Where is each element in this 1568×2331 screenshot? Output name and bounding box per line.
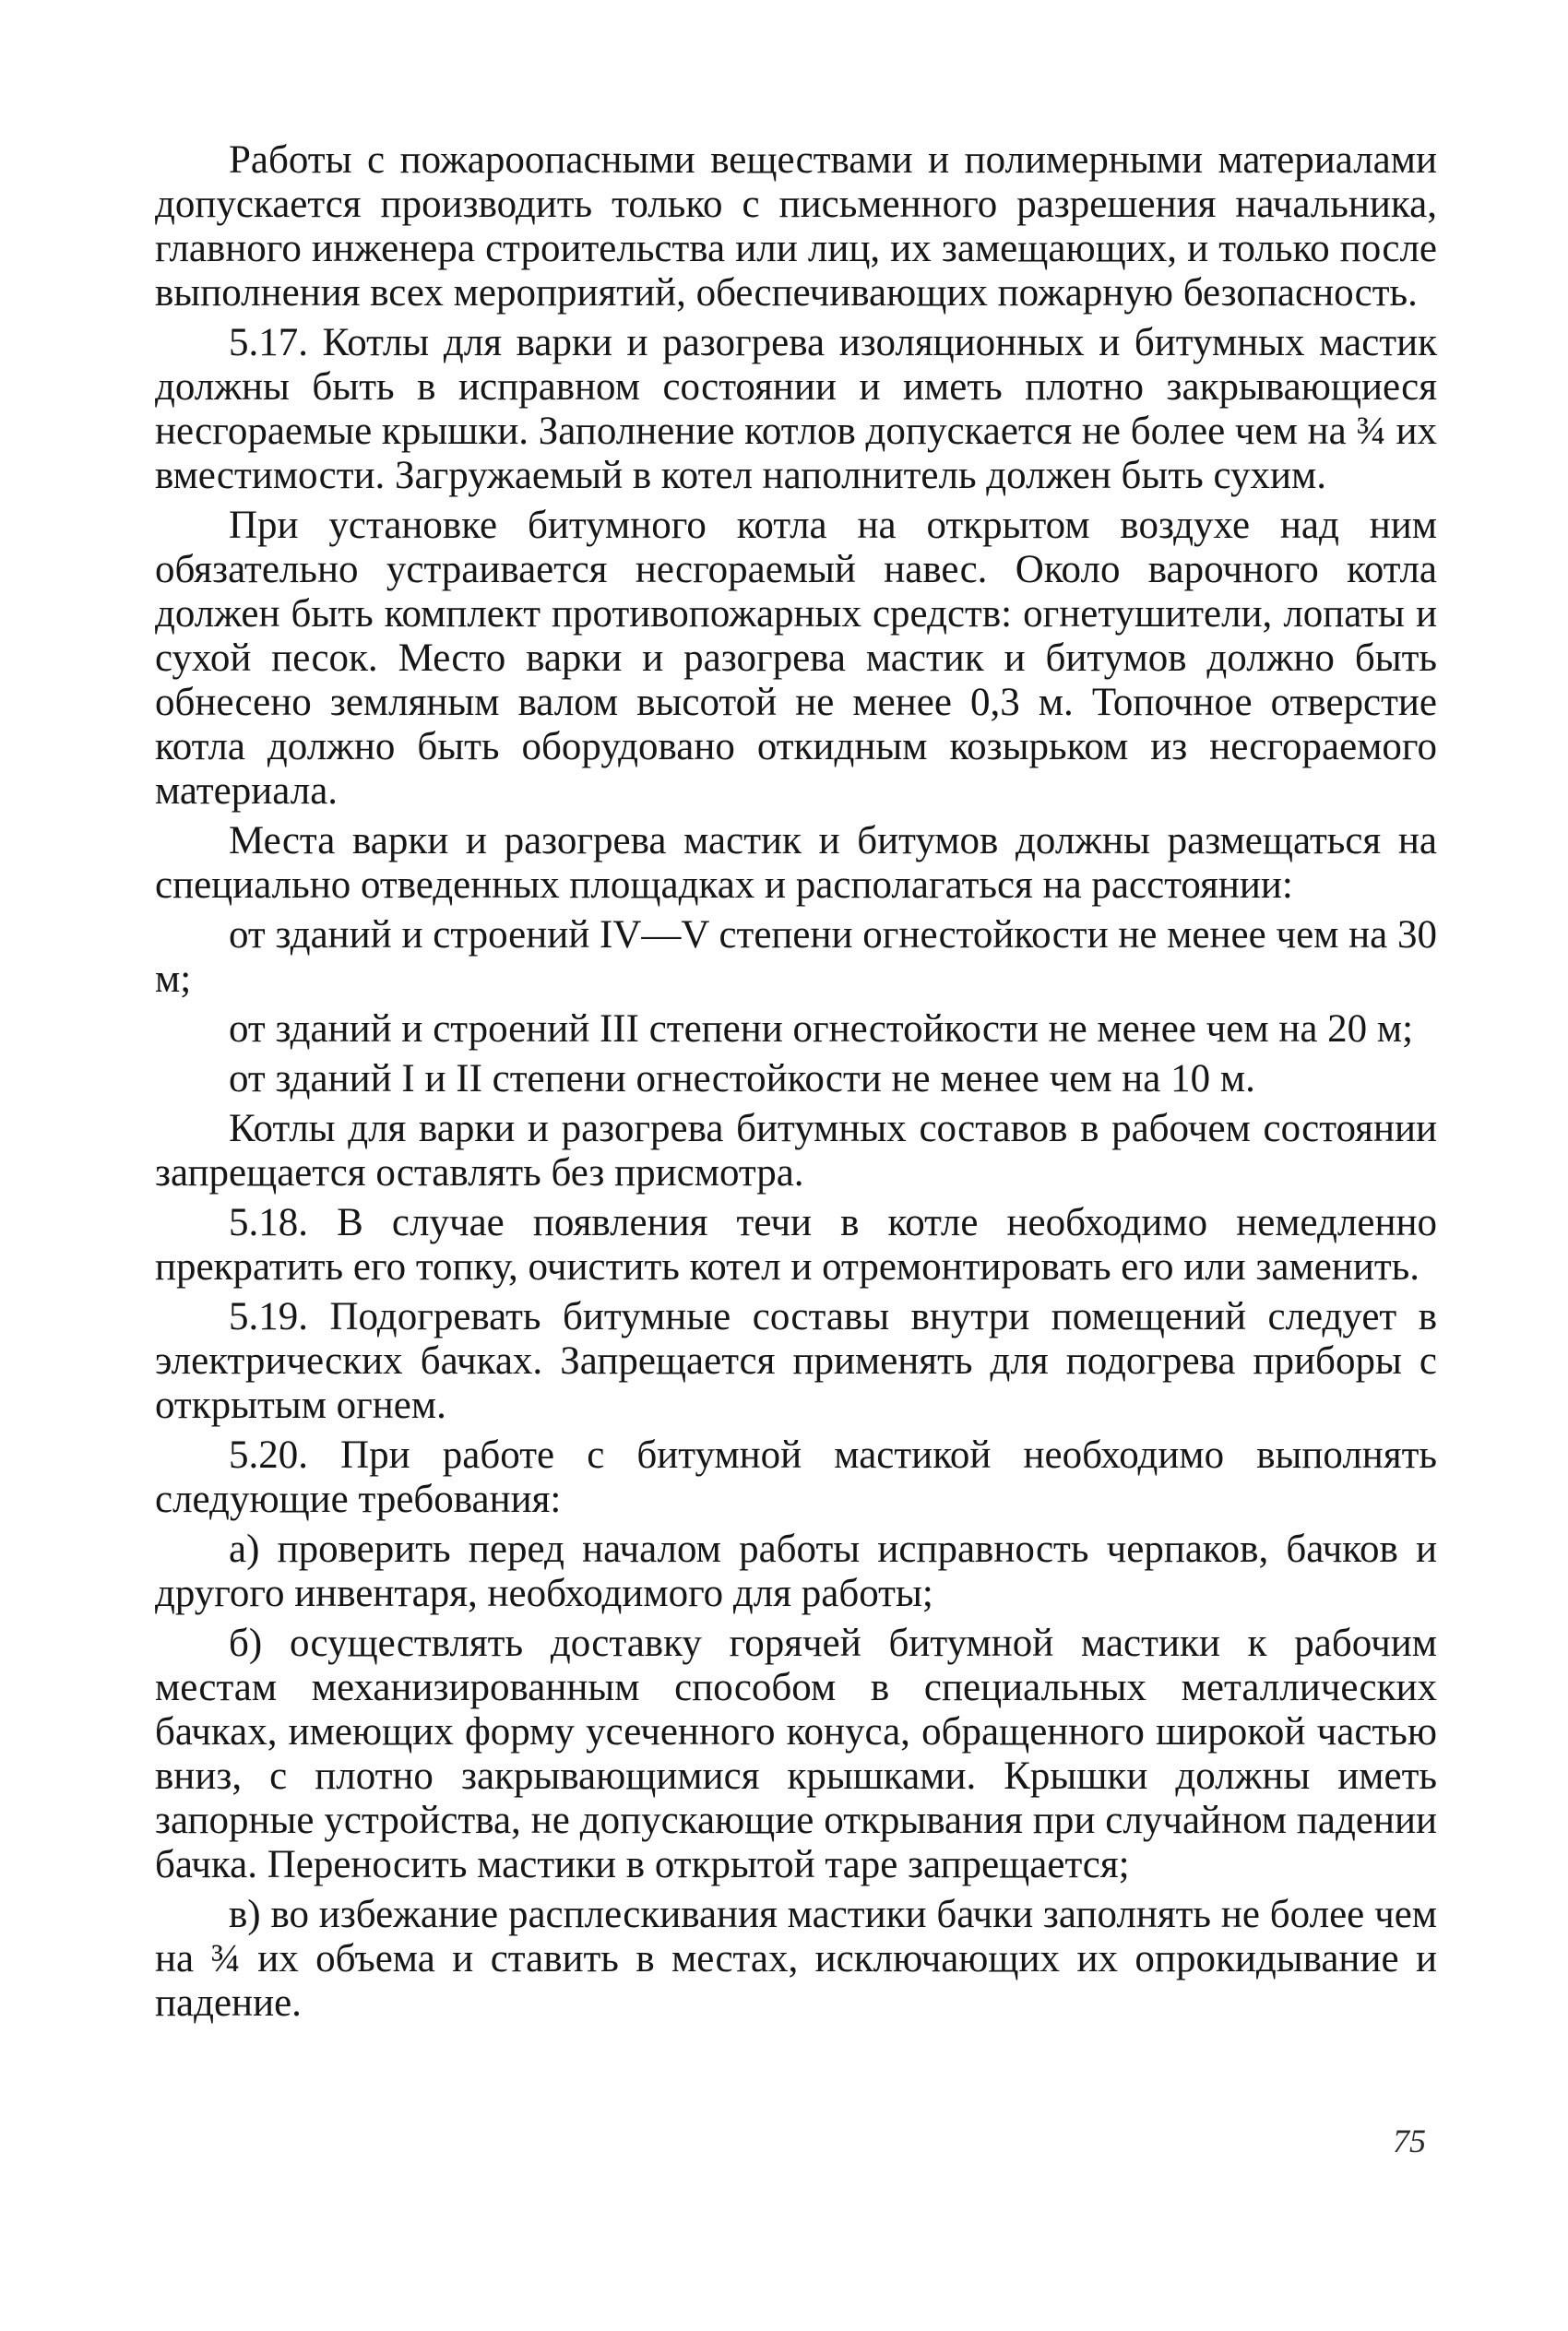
paragraph-heating-sites: Места варки и разогрева мастик и битумов должны размещаться на специально отведенных площадках и располагаться на расстоянии: [155,819,1437,907]
paragraph-distance-iv-v: от зданий и строений IV—V степени огнестойкости не менее чем на 30 м; [155,913,1437,1001]
paragraph-distance-iii: от зданий и строений III степени огнестойкости не менее чем на 20 м; [229,1007,1414,1051]
paragraph-boiler-canopy: При установке битумного котла на открытом воздухе над ним обязательно устраивается несгораемый навес. Около варочного котла должен быть комплект противопожарных средств: огнетушители, лопаты и сухой песок. Место варки и разогрева мастик и битумов должно быть обнесено земляным валом высотой не менее 0,3 м. Топочное отверстие котла должно быть оборудовано откидным козырьком из несгораемого материала. [155,504,1437,813]
paragraph-fire-hazard-permission: Работы с пожароопасными веществами и полимерными материалами допускается производить только с письменного разрешения начальника, главного инженера строительства или лиц, их замещающих, и только после выполнения всех мероприятий, обеспечивающих пожарную безопасность. [155,138,1437,315]
page-number: 75 [1393,2123,1426,2159]
paragraph-5-18-leak: 5.18. В случае появления течи в котле необходимо немедленно прекратить его топку, очистить котел и отремонтировать его или заменить. [155,1201,1437,1289]
paragraph-5-20-requirements: 5.20. При работе с битумной мастикой необходимо выполнять следующие требования: [155,1433,1437,1521]
paragraph-distance-i-ii: от зданий I и II степени огнестойкости не менее чем на 10 м. [229,1057,1255,1100]
list-item-b: б) осуществлять доставку горячей битумной мастики к рабочим местам механизированным способом в специальных металлических бачках, имеющих форму усеченного конуса, обращенного широкой частью вниз, с плотно закрывающимися крышками. Крышки должны иметь запорные устройства, не допускающие открывания при случайном падении бачка. Переносить мастики в открытой таре запрещается; [155,1622,1437,1886]
document-body [155,138,1437,2031]
paragraph-5-17-boilers: 5.17. Котлы для варки и разогрева изоляционных и битумных мастик должны быть в исправном состоянии и иметь плотно закрывающиеся несгораемые крышки. Заполнение котлов допускается не более чем на ¾ их вместимости. Загружаемый в котел наполнитель должен быть сухим. [155,321,1437,497]
paragraph-no-unattended: Котлы для варки и разогрева битумных составов в рабочем состоянии запрещается оставлять без присмотра. [155,1107,1437,1195]
paragraph-5-19-heating: 5.19. Подогревать битумные составы внутри помещений следует в электрических бачках. Запрещается применять для подогрева приборы с открытым огнем. [155,1295,1437,1427]
list-item-a: а) проверить перед началом работы исправность черпаков, бачков и другого инвентаря, необходимого для работы; [155,1528,1437,1615]
list-item-v: в) во избежание расплескивания мастики бачки заполнять не более чем на ¾ их объема и ставить в местах, исключающих их опрокидывание и падение. [155,1893,1437,2025]
